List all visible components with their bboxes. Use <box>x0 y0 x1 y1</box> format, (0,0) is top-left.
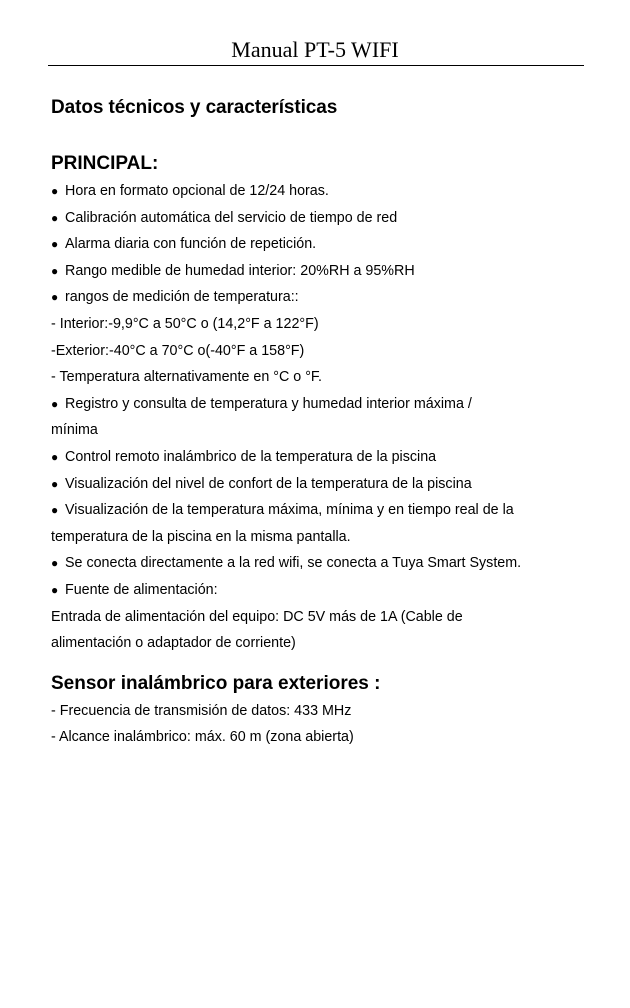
principal-line-text: Calibración automática del servicio de tiempo de red <box>65 209 398 226</box>
sensor-spec-list <box>51 698 591 751</box>
principal-line-text: -Exterior:-40°C a 70°C o(-40°F a 158°F) <box>51 342 305 359</box>
principal-line-text: Fuente de alimentación: <box>65 581 218 598</box>
bullet-icon: ● <box>51 476 59 491</box>
principal-line <box>51 258 591 285</box>
principal-line <box>51 338 591 365</box>
principal-line-text: Visualización del nivel de confort de la temperatura de la piscina <box>65 475 472 492</box>
principal-line <box>51 577 591 604</box>
bullet-icon: ● <box>51 290 59 305</box>
principal-feature-list <box>51 178 591 657</box>
principal-line <box>51 205 591 232</box>
principal-line <box>51 364 591 391</box>
sensor-heading: Sensor inalámbrico para exteriores : <box>51 672 381 694</box>
principal-line-text: temperatura de la piscina en la misma pantalla. <box>51 528 351 545</box>
principal-line <box>51 630 591 657</box>
bullet-icon: ● <box>51 184 59 198</box>
principal-line <box>51 178 591 205</box>
bullet-icon: ● <box>51 449 59 464</box>
principal-heading: PRINCIPAL: <box>51 153 159 174</box>
principal-line-text: - Temperatura alternativamente en °C o °F. <box>51 369 323 386</box>
sensor-line: - Frecuencia de transmisión de datos: 433 MHz <box>51 702 352 719</box>
bullet-icon: ● <box>51 396 59 411</box>
principal-line <box>51 524 591 551</box>
bullet-icon: ● <box>51 582 59 597</box>
principal-line-text: Registro y consulta de temperatura y humedad interior máxima / <box>65 395 472 412</box>
document-body <box>51 90 591 751</box>
principal-line-text: Rango medible de humedad interior: 20%RH a 95%RH <box>65 262 415 279</box>
principal-line <box>51 417 591 444</box>
principal-line <box>51 231 591 258</box>
bullet-icon: ● <box>51 556 59 571</box>
principal-line-text: Hora en formato opcional de 12/24 horas. <box>65 183 329 199</box>
principal-line <box>51 497 591 524</box>
document-title: Datos técnicos y características <box>51 97 338 118</box>
principal-line <box>51 471 591 498</box>
principal-line-text: Alarma diaria con función de repetición. <box>65 236 317 253</box>
principal-line <box>51 391 591 418</box>
principal-line <box>51 604 591 631</box>
principal-line <box>51 284 591 311</box>
bullet-icon: ● <box>51 237 59 252</box>
principal-line-text: Visualización de la temperatura máxima, mínima y en tiempo real de la <box>65 502 514 519</box>
principal-line-text: Entrada de alimentación del equipo: DC 5V más de 1A (Cable de <box>51 608 463 625</box>
principal-line <box>51 444 591 471</box>
page-header-title: Manual PT-5 WIFI <box>231 37 399 62</box>
principal-line-text: Control remoto inalámbrico de la temperatura de la piscina <box>65 448 437 465</box>
bullet-icon: ● <box>51 263 59 278</box>
header-divider <box>48 65 584 66</box>
principal-line-text: Se conecta directamente a la red wifi, se conecta a Tuya Smart System. <box>65 555 522 572</box>
principal-line-text: mínima <box>51 422 98 439</box>
sensor-line: - Alcance inalámbrico: máx. 60 m (zona abierta) <box>51 729 354 746</box>
principal-line-text: alimentación o adaptador de corriente) <box>51 635 296 652</box>
principal-line-text: - Interior:-9,9°C a 50°C o (14,2°F a 122°F) <box>51 315 319 332</box>
principal-line <box>51 550 591 577</box>
principal-line-text: rangos de medición de temperatura:: <box>65 289 299 306</box>
bullet-icon: ● <box>51 210 59 225</box>
bullet-icon: ● <box>51 503 59 518</box>
principal-line <box>51 311 591 338</box>
